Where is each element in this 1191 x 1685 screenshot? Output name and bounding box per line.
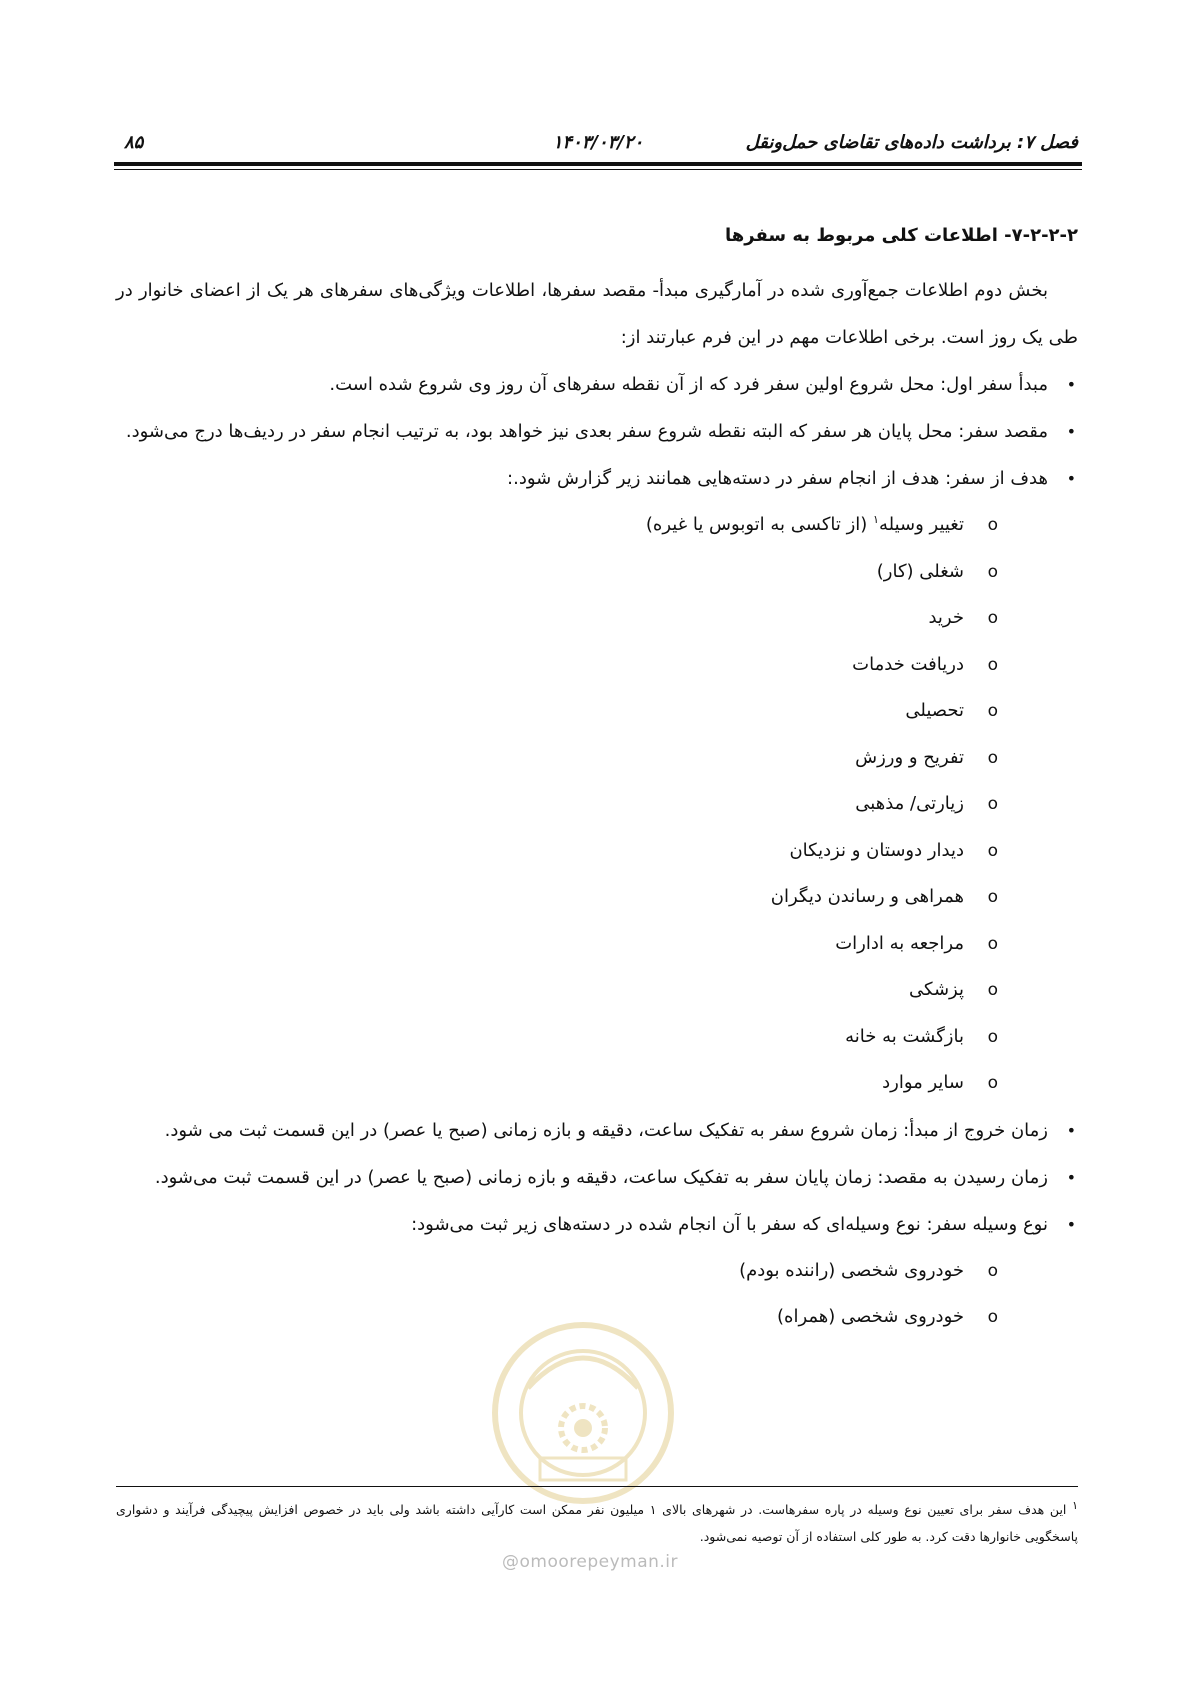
- purpose-label: تحصیلی: [905, 700, 964, 721]
- bullet-icon: •: [1066, 1214, 1076, 1234]
- header-rule-thin: [114, 169, 1082, 170]
- list-item: [116, 874, 1002, 921]
- purpose-label: دیدار دوستان و نزدیکان: [789, 839, 964, 861]
- list-item: [116, 921, 1002, 968]
- circle-bullet-icon: o: [987, 747, 998, 768]
- footnote: [116, 1496, 1078, 1550]
- travel-mode-list: [116, 1248, 1078, 1341]
- purpose-label: بازگشت به خانه: [845, 1025, 964, 1047]
- list-item: [116, 502, 1002, 549]
- bullet-icon: •: [1066, 422, 1076, 441]
- circle-bullet-icon: o: [987, 561, 998, 582]
- circle-bullet-icon: o: [987, 1073, 998, 1093]
- list-item: [116, 361, 1078, 408]
- bullet-icon: •: [1066, 375, 1076, 394]
- list-item: [116, 642, 1002, 689]
- list-item: [116, 828, 1002, 875]
- mode-label: خودروی شخصی (همراه): [777, 1306, 964, 1327]
- list-item: [116, 781, 1002, 828]
- circle-bullet-icon: o: [987, 608, 998, 628]
- header-date: ۱۴۰۳/۰۳/۲۰: [552, 132, 644, 153]
- list-item: [116, 455, 1078, 1107]
- circle-bullet-icon: o: [987, 1260, 998, 1281]
- bullet-arrival-time: زمان رسیدن به مقصد: زمان پایان سفر به تفکیک ساعت، دقیقه و بازه زمانی (صبح یا عصر) در این قسمت ثبت می‌شود.: [154, 1166, 1048, 1188]
- footnote-text: این هدف سفر برای تعیین نوع وسیله در پاره سفرهاست. در شهرهای بالای ۱ میلیون نفر ممکن است کارآیی داشته باشد ولی باید در خصوص افزایش پیچیدگی فرآیند و دشواری پاسخگویی خانوارها دقت کرد. به طور کلی استفاده از آن توصیه نمی‌شود.: [116, 1502, 1078, 1544]
- list-item: [116, 967, 1002, 1014]
- list-item: [116, 1107, 1078, 1154]
- list-item: [116, 1201, 1078, 1341]
- circle-bullet-icon: o: [987, 1307, 998, 1327]
- circle-bullet-icon: o: [987, 980, 998, 1000]
- intro-paragraph: بخش دوم اطلاعات جمع‌آوری شده در آمارگیری مبدأ- مقصد سفرها، اطلاعات ویژگی‌های سفرهای هر یک از اعضای خانوار در طی یک روز است. برخی اطلاعات مهم در این فرم عبارتند از:: [116, 280, 1078, 348]
- section-heading: ۷-۲-۲-۲- اطلاعات کلی مربوط به سفرها: [725, 225, 1078, 246]
- watermark-logo: [488, 1318, 678, 1508]
- purpose-label: زیارتی/ مذهبی: [855, 793, 964, 814]
- list-item: [116, 1060, 1002, 1107]
- trip-purpose-list: [116, 502, 1078, 1107]
- list-item: [116, 408, 1078, 455]
- purpose-label: دریافت خدمات: [852, 653, 964, 675]
- list-item: [116, 595, 1002, 642]
- info-bullet-list: [116, 361, 1078, 1341]
- watermark-url: @omoorepeyman.ir: [502, 1552, 679, 1572]
- page-header: [118, 132, 1078, 158]
- bullet-icon: •: [1066, 1120, 1076, 1140]
- purpose-label: مراجعه به ادارات: [835, 932, 964, 954]
- purpose-label-suffix: (از تاکسی به اتوبوس یا غیره): [645, 514, 874, 535]
- footnote-ref: ۱: [873, 513, 879, 526]
- circle-bullet-icon: o: [987, 794, 998, 814]
- circle-bullet-icon: o: [987, 701, 998, 721]
- mode-label: خودروی شخصی (راننده بودم): [739, 1259, 964, 1281]
- page-number: ۸۵: [124, 132, 144, 153]
- circle-bullet-icon: o: [987, 887, 998, 907]
- list-item: [116, 1294, 1002, 1341]
- bullet-travel-mode: نوع وسیله سفر: نوع وسیله‌ای که سفر با آن انجام شده در دسته‌های زیر ثبت می‌شود:: [411, 1213, 1048, 1235]
- header-rule-thick: [114, 162, 1082, 166]
- bullet-icon: •: [1066, 469, 1076, 488]
- list-item: [116, 735, 1002, 782]
- footnote-rule: [116, 1486, 1078, 1487]
- page-content: [116, 212, 1078, 1341]
- purpose-label: پزشکی: [909, 979, 964, 1000]
- purpose-label: تفریح و ورزش: [855, 746, 964, 768]
- bullet-departure-time: زمان خروج از مبدأ: زمان شروع سفر به تفکیک ساعت، دقیقه و بازه زمانی (صبح یا عصر) در این قسمت ثبت می شود.: [164, 1119, 1048, 1141]
- bullet-trip-purpose: هدف از سفر: هدف از انجام سفر در دسته‌هایی همانند زیر گزارش شود.:: [507, 468, 1048, 489]
- purpose-label: تغییر وسیله: [878, 514, 964, 535]
- circle-bullet-icon: o: [987, 840, 998, 861]
- purpose-label: خرید: [928, 607, 964, 628]
- circle-bullet-icon: o: [987, 654, 998, 675]
- list-item: [116, 549, 1002, 596]
- chapter-title: فصل ۷: برداشت داده‌های تقاضای حمل‌ونقل: [745, 132, 1078, 153]
- list-item: [116, 688, 1002, 735]
- list-item: [116, 1154, 1078, 1201]
- purpose-label: سایر موارد: [882, 1072, 964, 1093]
- footnote-marker: ۱: [1072, 1498, 1078, 1512]
- bullet-destination: مقصد سفر: محل پایان هر سفر که البته نقطه شروع سفر بعدی نیز خواهد بود، به ترتیب انجام سفر در ردیف‌ها درج می‌شود.: [125, 421, 1048, 442]
- purpose-label: شغلی (کار): [876, 560, 964, 582]
- purpose-label: همراهی و رساندن دیگران: [770, 886, 964, 907]
- circle-bullet-icon: o: [987, 515, 998, 535]
- list-item: [116, 1014, 1002, 1061]
- bullet-first-origin: مبدأ سفر اول: محل شروع اولین سفر فرد که از آن نقطه سفرهای آن روز وی شروع شده است.: [329, 374, 1048, 395]
- circle-bullet-icon: o: [987, 1026, 998, 1047]
- bullet-icon: •: [1066, 1167, 1076, 1187]
- list-item: [116, 1248, 1002, 1295]
- circle-bullet-icon: o: [987, 933, 998, 954]
